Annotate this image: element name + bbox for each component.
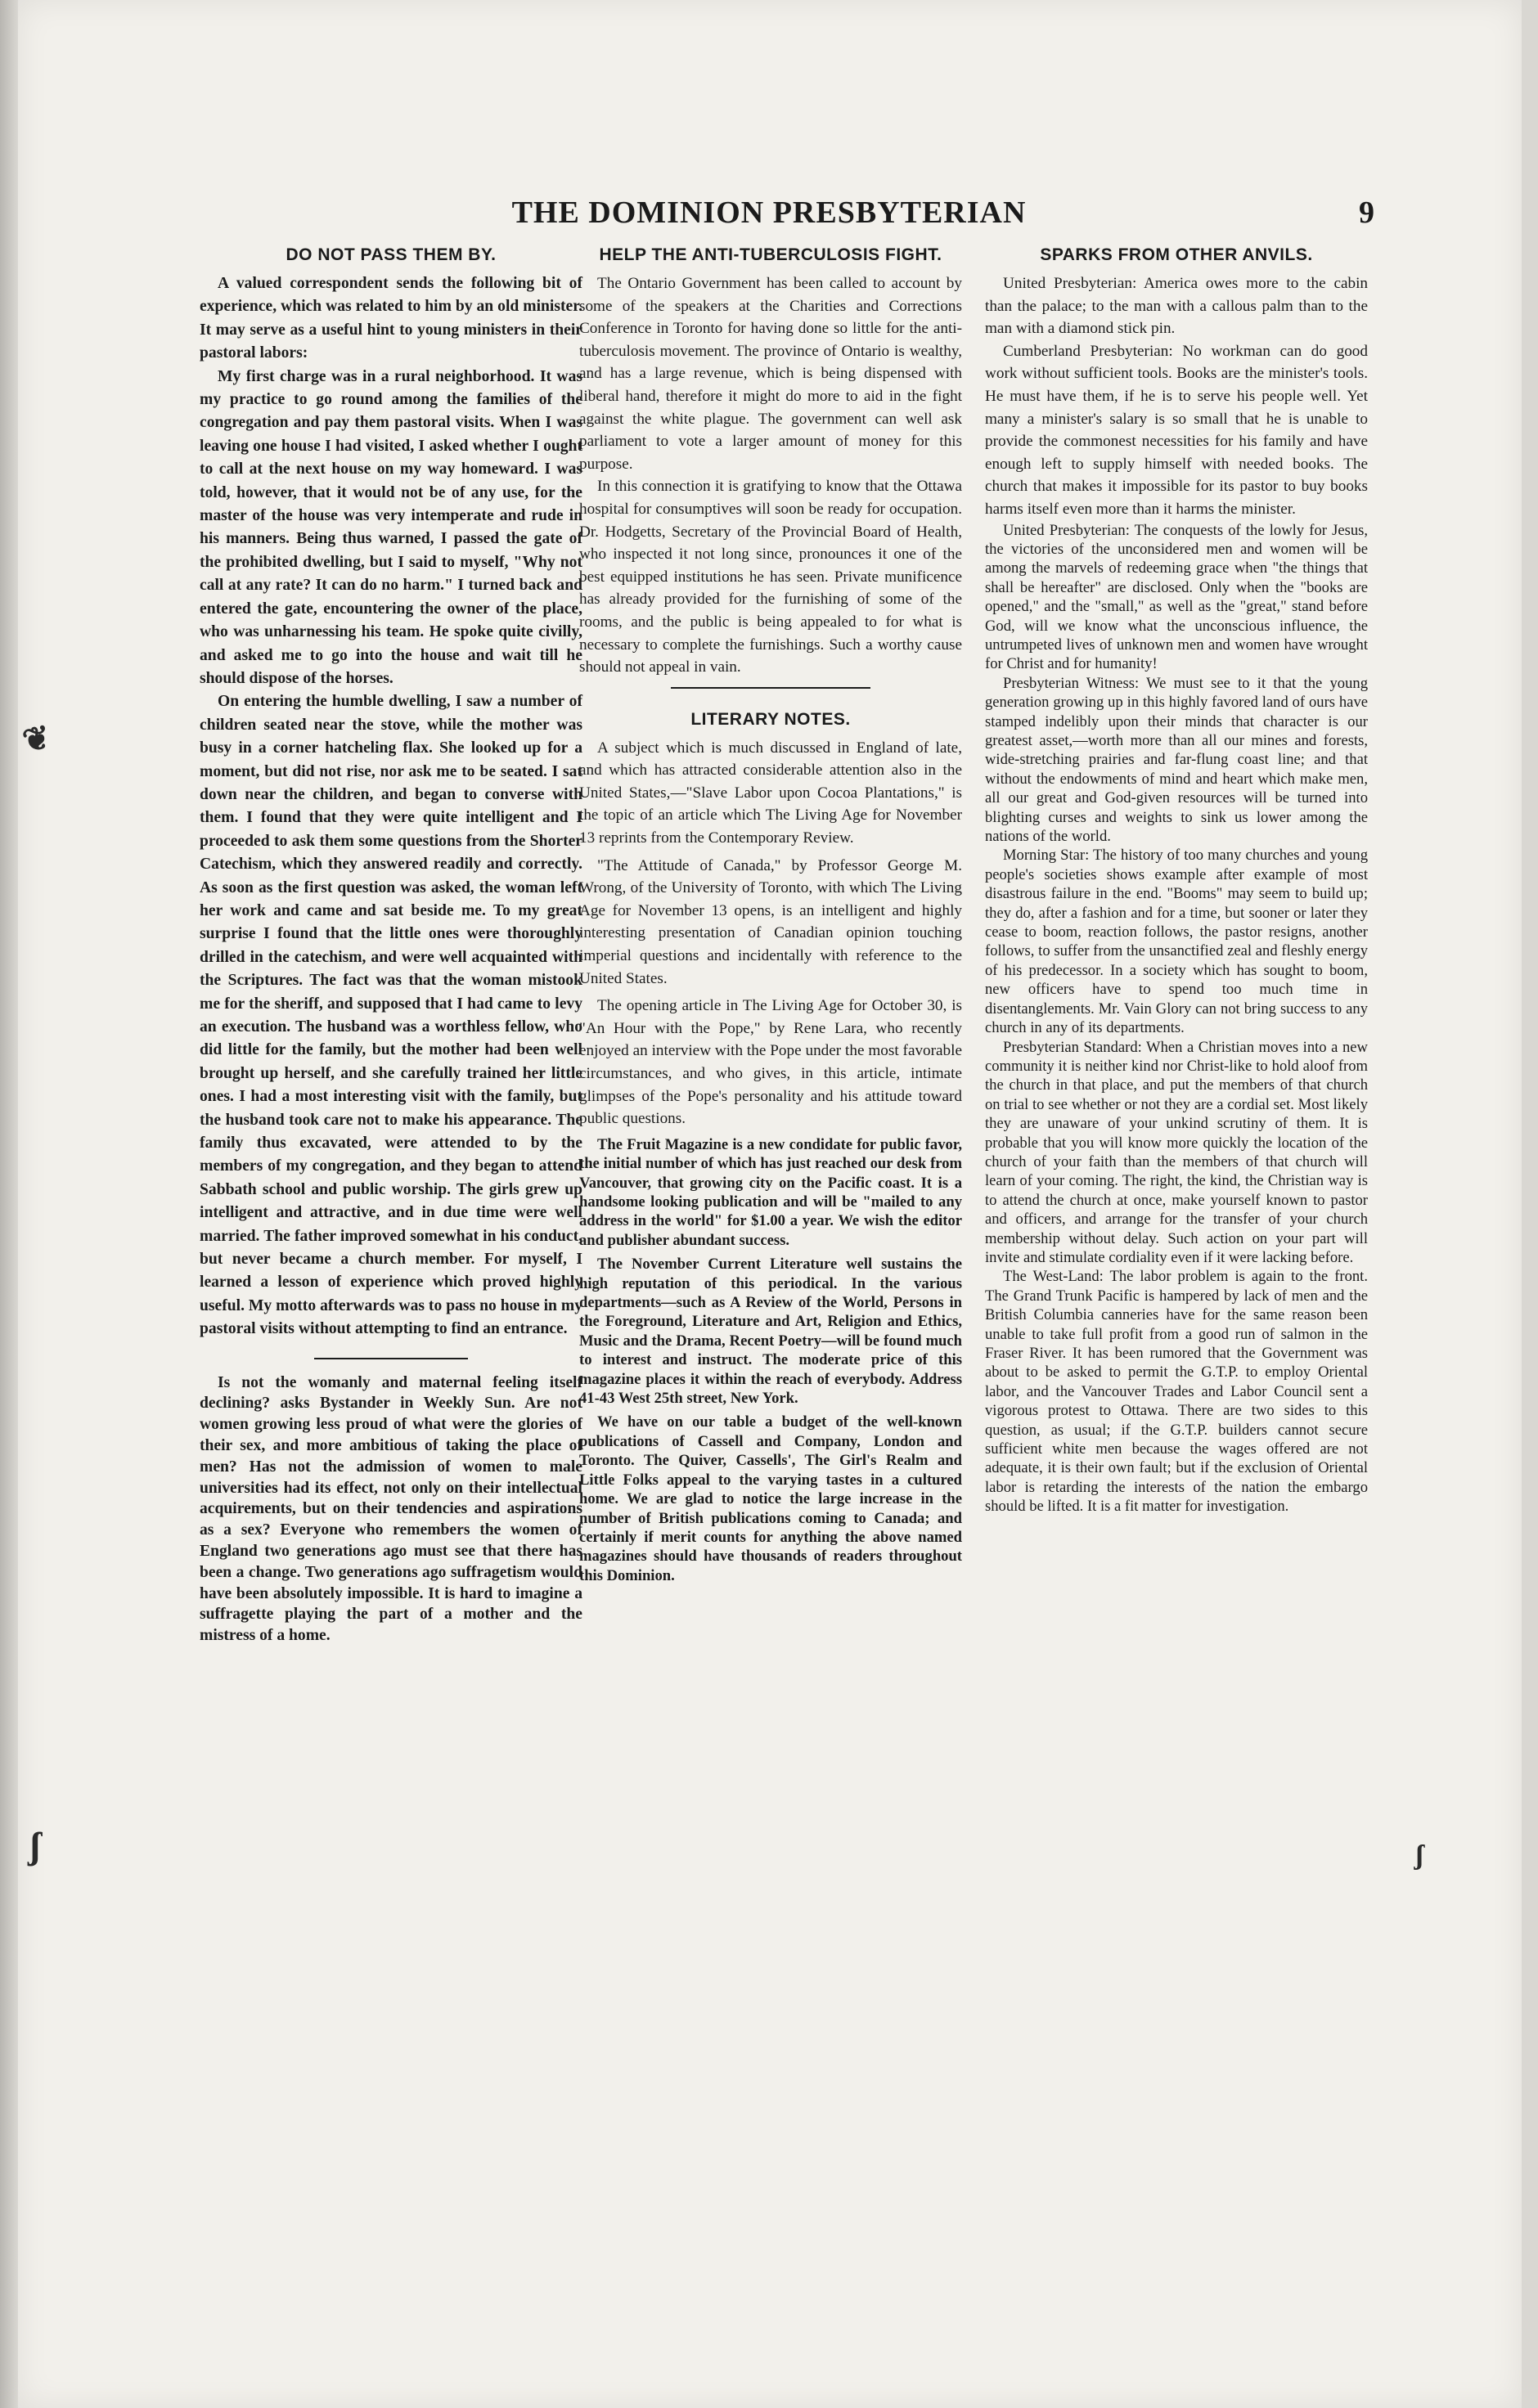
literary-paragraph: The Fruit Magazine is a new condidate for public favor, the initial number of which has just reached our desk from Vancouver, that growing city on the Pacific coast. It is a handsome looking publication and will be "mailed to any address in the world" for $1.00 a year. We wish the editor and publisher abundant success. bbox=[579, 1135, 962, 1249]
quote-paragraph: United Presbyterian: The conquests of the lowly for Jesus, the victories of the unconsidered men and women will be among the marvels of redeeming grace when "the things that shall be hereafter" are disclosed. Only when the "books are opened," and the "small," as well as the "great," stand before God, will we know what the unconscious influence, the untrumpeted lives of unknown men and women have wrought for Christ and for humanity! bbox=[985, 521, 1368, 673]
ink-tick-mark: ʃ bbox=[1415, 1840, 1424, 1871]
literary-notes-title: LITERARY NOTES. bbox=[690, 709, 851, 729]
quote-paragraph: Cumberland Presbyterian: No workman can do good work without sufficient tools. Books are the minister's tools. He must have them, if he is to serve his people well. Yet many a minister's salary is so small that he is unable to provide the commonest necessities for his family and have enough left to supply himself with needed books. The church that makes it impossible for its pastor to buy books harms itself even more than it harms the minister. bbox=[985, 342, 1368, 518]
ink-blot-mark: ❦ bbox=[19, 718, 54, 760]
section-divider bbox=[314, 1358, 467, 1359]
article-paragraph: On entering the humble dwelling, I saw a number of children seated near the stove, while the mother was busy in a corner hatcheling flax. She looked up for a moment, but did not rise, nor ask me to be seated. I sat down near the children, and began to converse with them. I found that they were quite intelligent and I proceeded to ask them some questions from the Shorter Catechism, which they answered readily and correctly. As soon as the first question was asked, the woman left her work and came and sat beside me. To my great surprise I found that the little ones were thoroughly drilled in the catechism, and were well acquainted with the Scriptures. The fact was that the woman mistook me for the sheriff, and supposed that I had came to levy an execution. The husband was a worthless fellow, who did little for the family, but the mother had been well brought up herself, and she carefully trained her little ones. I had a most interesting visit with the family, but the husband took care not to make his appearance. The family thus excavated, were attended to by the members of my congregation, and they began to attend Sabbath school and public worship. The girls grew up intelligent and attractive, and in due time were well married. The father improved somewhat in his conduct, but never became a church member. For myself, I learned a lesson of experience which proved highly useful. My motto afterwards was to pass no house in my pastoral visits without attempting to find an entrance. bbox=[200, 693, 582, 1338]
article-title: DO NOT PASS THEM BY. bbox=[286, 245, 497, 264]
ink-stroke-mark: ʃ bbox=[29, 1825, 41, 1867]
article-title: SPARKS FROM OTHER ANVILS. bbox=[1040, 245, 1313, 264]
column-sparks-from-other-anvils bbox=[985, 244, 1368, 1516]
page-edge bbox=[0, 0, 18, 2408]
quote-paragraph: Presbyterian Witness: We must see to it that the young generation growing up in this highly favored land of ours have stamped indelibly upon their minds that character is our greatest asset,—worth more than all our mines and forests, wide-stretching prairies and far-flung coast line; and that without the endowments of mind and heart which make men, all our great and God-given resources will be turned into blighting curses and weights to sink us lower among the nations of the world. bbox=[985, 674, 1368, 846]
literary-paragraph: The November Current Literature well sustains the high reputation of this periodical. In the various departments—such as A Review of the World, Persons in the Foreground, Literature and Art, Religion and Ethics, Music and the Drama, Recent Poetry—will be found much to interest and instruct. The moderate price of this magazine places it within the reach of everybody. Address 41-43 West 25th street, New York. bbox=[579, 1256, 962, 1408]
column-anti-tuberculosis bbox=[579, 244, 962, 1585]
quote-paragraph: Morning Star: The history of too many churches and young people's societies shows example after example of most disastrous failure in the end. "Booms" may seem to build up; they do, after a fashion and for a time, but sooner or later they cease to boom, reaction follows, the pastor resigns, another follows, to suffer from the unsanctified zeal and fleshly energy of his predecessor. In a society which has sought to boom, new officers have to spend too much time in disentanglements. Mr. Vain Glory can not bring success to any church in any of its departments. bbox=[985, 847, 1368, 1037]
masthead: THE DOMINION PRESBYTERIAN bbox=[511, 195, 1027, 230]
quote-paragraph: United Presbyterian: America owes more to the cabin than the palace; to the man with a callous palm than to the man with a diamond stick pin. bbox=[985, 275, 1368, 338]
quote-paragraph: The West-Land: The labor problem is again to the front. The Grand Trunk Pacific is hampered by lack of men and the British Columbia canneries have for the same reason been unable to take full profit from a good run of salmon in the Fraser River. It has been rumored that the Government was about to be asked to permit the G.T.P. to employ Oriental labor, and the Vancouver Trades and Labor Council sent a vigorous protest to Ottawa. There are two sides to this question, as usual; if the G.T.P. builders cannot secure sufficient white men because the wages offered are not adequate, it is their own fault; but if the exclusion of Oriental labor is retarding the interests of the nation the embargo should be lifted. It is a fit matter for investigation. bbox=[985, 1268, 1368, 1516]
page-number: 9 bbox=[1359, 195, 1374, 230]
article-paragraph: In this connection it is gratifying to know that the Ottawa hospital for consumptives will soon be ready for occupation. Dr. Hodgetts, Secretary of the Provincial Board of Health, who inspected it not long since, pronounces it one of the best equipped institutions he has seen. Private munificence has already provided for the furnishing of some of the rooms, and the public is being appealed to for what is necessary to complete the furnishings. Such a worthy cause should not appeal in vain. bbox=[579, 478, 962, 676]
aside-item bbox=[200, 1372, 582, 1647]
article-paragraph: My first charge was in a rural neighborhood. It was my practice to go round among the families of the congregation and pay them pastoral visits. When I was leaving one house I had visited, I asked whether I ought to call at the next house on my way homeward. I was told, however, that it would not be of any use, for the master of the house was very intemperate and rude in his manners. Being thus warned, I passed the gate of the prohibited dwelling, but I said to myself, "Why not call at any rate? It can do no harm." I turned back and entered the gate, encountering the owner of the place, who was unharnessing his team. He spoke quite civilly, and asked me to go into the house and wait till he should dispose of the horses. bbox=[200, 367, 582, 687]
section-divider bbox=[671, 687, 870, 689]
literary-paragraph: A subject which is much discussed in England of late, and which has attracted considerable attention also in the United States,—"Slave Labor upon Cocoa Plantations," is the topic of an article which The Living Age for November 13 reprints from the Contemporary Review. bbox=[579, 739, 962, 847]
column-do-not-pass-them-by bbox=[200, 244, 582, 1647]
article-title: HELP THE ANTI-TUBERCULOSIS FIGHT. bbox=[599, 245, 942, 264]
aside-paragraph: Is not the womanly and maternal feeling itself declining? asks Bystander in Weekly Sun. Are not women growing less proud of what were the glories of their sex, and more ambitious of taking the place of men? Has not the admission of women to male universities had its effect, not only on their intellectual acquirements, but on their tendencies and aspirations as a sex? Everyone who remembers the women of England two generations ago must see that there has been a change. Two generations ago suffragetism would have been absolutely impossible. It is hard to imagine a suffragette playing the part of a mother and the mistress of a home. bbox=[200, 1373, 582, 1645]
article-paragraph: A valued correspondent sends the following bit of experience, which was related to him by an old minister. It may serve as a useful hint to young ministers in their pastoral labors: bbox=[200, 275, 582, 362]
literary-paragraph: We have on our table a budget of the well-known publications of Cassell and Company, London and Toronto. The Quiver, Cassells', The Girl's Realm and Little Folks appeal to the varying tastes in a cultured home. We are glad to notice the large increase in the number of British publications coming to Canada; and certainly if merit counts for anything the above named magazines should have thousands of readers throughout this Dominion. bbox=[579, 1413, 962, 1584]
article-paragraph: The Ontario Government has been called to account by some of the speakers at the Charities and Corrections Conference in Toronto for having done so little for the anti-tuberculosis movement. The province of Ontario is wealthy, and has a large revenue, which is being dispensed with liberal hand, therefore it might do more to aid in the fight against the white plague. The government can well ask parliament to vote a larger amount of money for this purpose. bbox=[579, 275, 962, 473]
literary-paragraph: "The Attitude of Canada," by Professor George M. Wrong, of the University of Toronto, with which The Living Age for November 13 opens, is an intelligent and highly interesting presentation of Canadian opinion touching imperial questions and incidentally with reference to the United States. bbox=[579, 856, 962, 987]
page-header bbox=[164, 195, 1374, 244]
literary-paragraph: The opening article in The Living Age for October 30, is "An Hour with the Pope," by Rene Lara, who recently enjoyed an interview with the Pope under the most favorable circumstances, and who gives, in this article, intimate glimpses of the Pope's personality and his attitude toward public questions. bbox=[579, 997, 962, 1128]
quote-paragraph: Presbyterian Standard: When a Christian moves into a new community it is neither kind nor Christ-like to hold aloof from the church in that place, and put the members of that church on trial to see whether or not they are a cordial set. Most likely they are unaware of your unkind scrutiny of them. It is probable that you will know more quickly the location of the church of your faith than the members of that church will learn of your coming. The right, the kind, the Christian way is to attend the church at once, make yourself known to pastor and officers, and arrange for the transfer of your church membership without delay. Such action on your part will invite and stimulate cordiality even if it were lacking before. bbox=[985, 1038, 1368, 1266]
